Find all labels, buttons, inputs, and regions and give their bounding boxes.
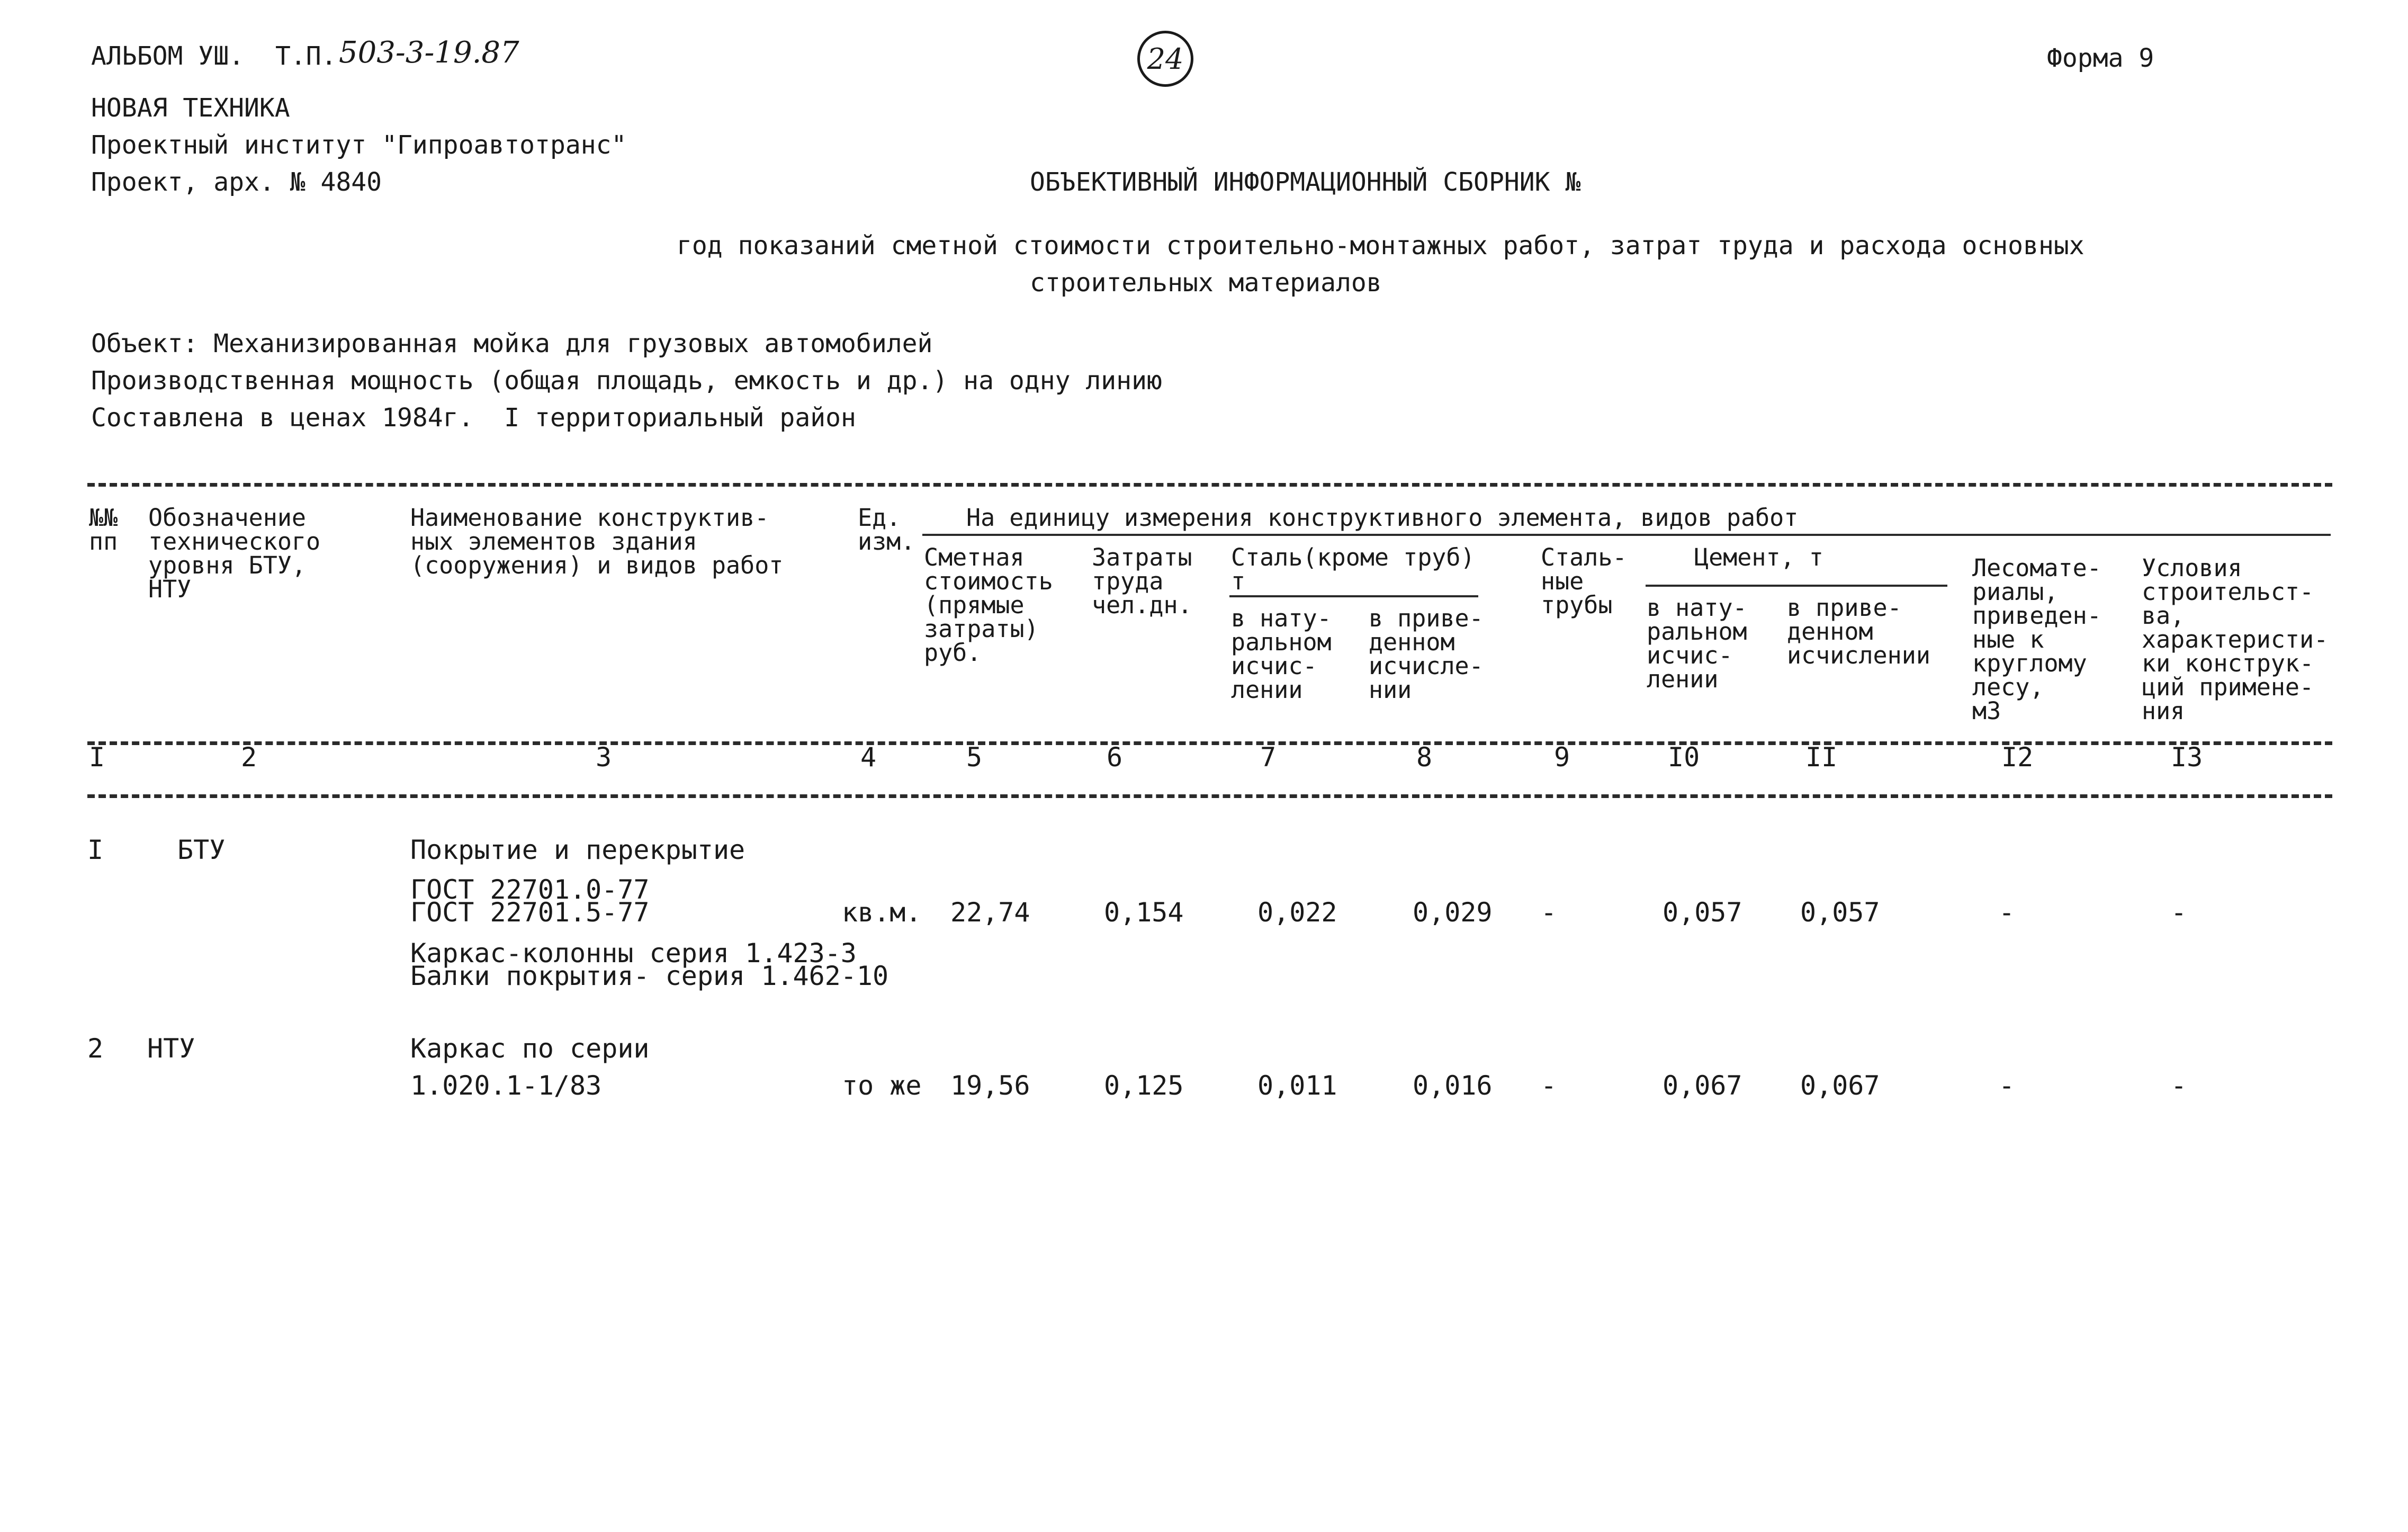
row-steel-reduced: 0,029 — [1413, 897, 1493, 928]
header-name: Наименование конструктив- ных элементов здания (сооружения) и видов работ — [410, 504, 784, 579]
row-num: 2 — [87, 1033, 104, 1064]
row-name-line: Покрытие и перекрытие — [410, 835, 745, 865]
column-number: 3 — [596, 742, 612, 773]
column-number: I0 — [1668, 742, 1700, 773]
form-label: Форма 9 — [2047, 43, 2154, 73]
row-steel-natural: 0,022 — [1257, 897, 1337, 928]
row-timber: - — [1999, 897, 2015, 928]
row-steel-natural: 0,011 — [1257, 1070, 1337, 1101]
row-conditions: - — [2171, 897, 2187, 928]
row-cement-reduced: 0,067 — [1800, 1070, 1880, 1101]
column-number: II — [1805, 742, 1838, 773]
row-labor: 0,154 — [1104, 897, 1184, 928]
row-level: НТУ — [147, 1033, 195, 1064]
document-title: ОБЪЕКТИВНЫЙ ИНФОРМАЦИОННЫЙ СБОРНИК № — [1030, 167, 1581, 197]
tp-number: 503-3-19.87 — [339, 35, 519, 70]
column-number: I — [89, 742, 105, 773]
subtitle-line-1: год показаний сметной стоимости строительно-монтажных работ, затрат труда и расхода основных — [677, 231, 2084, 261]
header-conditions: Условия строительст- ва, характеристи- ки конструк- ций примене- ния — [2142, 554, 2329, 725]
row-pipes: - — [1541, 1070, 1557, 1101]
column-numbers-rule — [87, 794, 2332, 798]
column-number: 4 — [860, 742, 877, 773]
header-unit: Ед. изм. — [858, 504, 915, 556]
column-number: 2 — [241, 742, 257, 773]
tp-label: Т.П. — [275, 41, 337, 71]
header-pipes: Сталь- ные трубы — [1541, 543, 1627, 619]
page-number-circle — [1137, 31, 1193, 87]
row-name-line: ГОСТ 22701.5-77 — [410, 897, 650, 928]
header-steel-reduced: в приве- денном исчисле- нии — [1369, 604, 1484, 704]
row-steel-reduced: 0,016 — [1413, 1070, 1493, 1101]
row-cost: 19,56 — [950, 1070, 1030, 1101]
album-label: АЛЬБОМ УШ. — [91, 41, 244, 71]
column-number: 6 — [1107, 742, 1123, 773]
row-unit: кв.м. — [842, 897, 922, 928]
header-timber: Лесомате- риалы, приведен- ные к круглому лесу, м3 — [1972, 554, 2101, 725]
row-unit: то же — [842, 1070, 922, 1101]
row-cost: 22,74 — [950, 897, 1030, 928]
column-number: I2 — [2001, 742, 2034, 773]
row-name-line: ГОСТ 22701.0-77 — [410, 874, 650, 905]
prices-line: Составлена в ценах 1984г. I территориальный район — [91, 403, 856, 433]
header-group: На единицу измерения конструктивного элемента, видов работ — [966, 504, 1799, 532]
header-bottom-rule — [87, 741, 2332, 745]
page-number: 24 — [1147, 42, 1184, 76]
header-cost: Сметная стоимость (прямые затраты) руб. — [924, 543, 1053, 667]
column-number: 8 — [1416, 742, 1433, 773]
column-number: 7 — [1260, 742, 1277, 773]
header-num: №№ пп — [89, 504, 118, 556]
row-cement-natural: 0,057 — [1663, 897, 1742, 928]
row-cement-natural: 0,067 — [1663, 1070, 1742, 1101]
header-cement-natural: в нату- ральном исчис- лении — [1647, 594, 1747, 693]
row-labor: 0,125 — [1104, 1070, 1184, 1101]
row-name-line: Балки покрытия- серия 1.462-10 — [410, 961, 889, 991]
object-line: Объект: Механизированная мойка для грузовых автомобилей — [91, 329, 933, 359]
header-labor: Затраты труда чел.дн. — [1092, 543, 1192, 619]
steel-header-rule — [1229, 595, 1478, 597]
group-header-rule — [922, 534, 2331, 536]
subtitle-line-2: строительных материалов — [1030, 268, 1382, 298]
header-level: Обозначение технического уровня БТУ, НТУ — [148, 504, 321, 603]
header-steel-natural: в нату- ральном исчис- лении — [1231, 604, 1332, 704]
row-name-line: Каркас по серии — [410, 1033, 650, 1064]
header-line-1: НОВАЯ ТЕХНИКА — [91, 93, 290, 123]
column-number: 9 — [1554, 742, 1570, 773]
header-steel: Сталь(кроме труб) т — [1231, 543, 1475, 595]
row-conditions: - — [2171, 1070, 2187, 1101]
header-cement: Цемент, т — [1694, 543, 1823, 571]
row-name-line: 1.020.1-1/83 — [410, 1070, 602, 1101]
row-level: БТУ — [177, 835, 226, 865]
row-timber: - — [1999, 1070, 2015, 1101]
table-top-rule — [87, 483, 2332, 487]
row-pipes: - — [1541, 897, 1557, 928]
capacity-line: Производственная мощность (общая площадь, емкость и др.) на одну линию — [91, 366, 1162, 396]
header-cement-reduced: в приве- денном исчислении — [1787, 594, 1930, 669]
column-number: I3 — [2171, 742, 2203, 773]
row-cement-reduced: 0,057 — [1800, 897, 1880, 928]
header-line-3: Проект, арх. № 4840 — [91, 167, 382, 197]
header-line-2: Проектный институт "Гипроавтотранс" — [91, 130, 627, 160]
column-number: 5 — [966, 742, 983, 773]
row-name-line: Каркас-колонны серия 1.423-3 — [410, 938, 857, 969]
cement-header-rule — [1646, 585, 1947, 587]
row-num: I — [87, 835, 104, 865]
